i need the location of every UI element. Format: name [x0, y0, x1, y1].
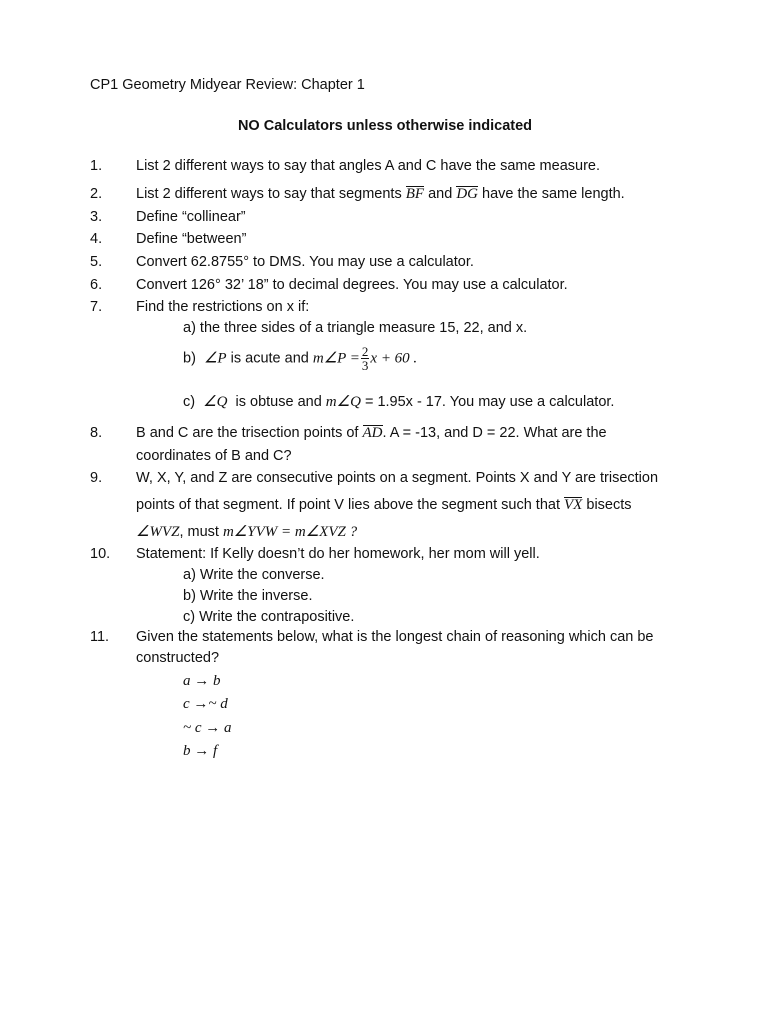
question-text-part: List 2 different ways to say that segments — [136, 186, 402, 202]
question-text: List 2 different ways to say that angles A and C have the same measure. — [136, 158, 600, 174]
question-text-part: = 1.95x - 17. You may use a calculator. — [364, 394, 615, 410]
question-text-line: coordinates of B and C? — [136, 448, 292, 464]
question-text-line: W, X, Y, and Z are consecutive points on a segment. Points X and Y are trisection — [136, 470, 659, 486]
question-number: 11. — [90, 629, 110, 645]
fraction-denominator: 3 — [361, 358, 369, 373]
question-text: Find the restrictions on x if: — [136, 299, 310, 315]
fraction — [361, 345, 370, 372]
question-subpart: c) Write the contrapositive. — [183, 609, 355, 625]
math-expression: m∠P = — [312, 350, 360, 367]
question-number: 10. — [90, 546, 111, 562]
logic-statement: a → b — [183, 673, 221, 689]
question-text: Convert 126° 32’ 18” to decimal degrees. You may use a calculator. — [136, 277, 568, 293]
angle-q: ∠Q — [203, 394, 228, 410]
question-number: 8. — [90, 425, 103, 441]
angle-wvz: ∠WVZ — [136, 524, 180, 540]
question-number: 9. — [90, 470, 103, 486]
question-text: Define “between” — [136, 231, 247, 247]
question-number: 6. — [90, 277, 103, 293]
segment-bf: BF — [405, 186, 425, 202]
math-expression: x + 60 . — [370, 350, 418, 367]
question-subpart: a) Write the converse. — [183, 567, 325, 583]
question-subpart — [183, 393, 614, 411]
question-text-part: and — [428, 186, 453, 202]
segment-ad: AD — [362, 425, 383, 441]
angle-p: ∠P — [203, 350, 227, 367]
question-text-line — [136, 496, 632, 514]
page-subtitle: NO Calculators unless otherwise indicated — [237, 118, 533, 134]
question-subpart — [183, 345, 417, 372]
ray-vx: VX — [564, 497, 583, 513]
question-number: 1. — [90, 158, 103, 174]
fraction-numerator: 2 — [361, 344, 369, 359]
page-title: CP1 Geometry Midyear Review: Chapter 1 — [90, 77, 365, 93]
question-text: Convert 62.8755° to DMS. You may use a calculator. — [136, 254, 474, 270]
question-text — [136, 424, 607, 442]
question-text-part: points of that segment. If point V lies above the segment such that — [136, 497, 560, 513]
question-text-part: is obtuse and — [235, 394, 322, 410]
question-text-line — [136, 523, 357, 541]
math-expression: m∠Q — [325, 394, 361, 410]
question-text: Define “collinear” — [136, 209, 246, 225]
question-text-part: have the same length. — [482, 186, 625, 202]
question-number: 7. — [90, 299, 103, 315]
subpart-label: c) — [183, 394, 196, 410]
question-text-part: bisects — [586, 497, 632, 513]
logic-statement: c →~ d — [183, 696, 228, 712]
question-number: 5. — [90, 254, 103, 270]
question-text-part: , must — [179, 524, 219, 540]
math-expression: m∠YVW = m∠XVZ ? — [222, 524, 358, 540]
question-text-part: . A = -13, and D = 22. What are the — [382, 425, 607, 441]
question-text-line: constructed? — [136, 650, 220, 666]
question-text: Statement: If Kelly doesn’t do her homework, her mom will yell. — [136, 546, 540, 562]
question-number: 2. — [90, 186, 103, 202]
question-subpart: a) the three sides of a triangle measure 15, 22, and x. — [183, 320, 528, 336]
question-text-line: Given the statements below, what is the longest chain of reasoning which can be — [136, 629, 654, 645]
question-subpart: b) Write the inverse. — [183, 588, 313, 604]
logic-statement: b → f — [183, 743, 218, 759]
question-text — [136, 185, 625, 203]
question-number: 4. — [90, 231, 103, 247]
question-text-part: is acute and — [230, 350, 309, 367]
question-text-part: B and C are the trisection points of — [136, 425, 359, 441]
subpart-label: b) — [183, 350, 196, 367]
question-number: 3. — [90, 209, 103, 225]
logic-statement: ~ c → a — [183, 720, 232, 736]
segment-dg: DG — [456, 186, 478, 202]
